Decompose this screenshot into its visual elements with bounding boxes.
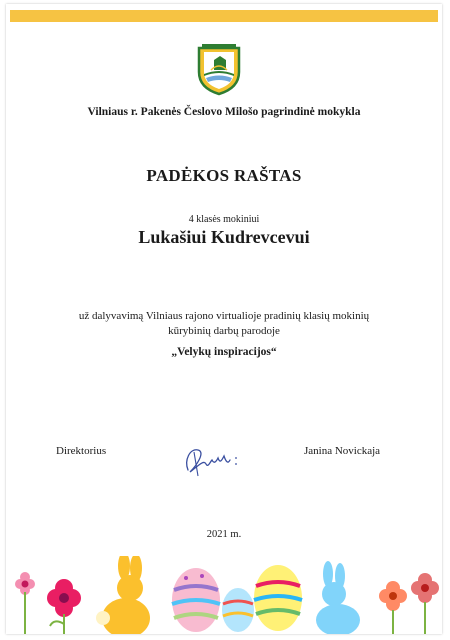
flower-right-red bbox=[411, 573, 439, 634]
flower-left-small bbox=[15, 572, 35, 634]
reason-line-2: kūrybinių darbų parodoje bbox=[168, 325, 280, 337]
recipient-name: Lukašiui Kudrevcevui bbox=[138, 227, 310, 247]
easter-decoration bbox=[6, 556, 442, 634]
reason-line-1: už dalyvavimą Vilniaus rajono virtualioje pradinių klasių mokinių bbox=[78, 310, 370, 322]
egg-pink bbox=[172, 568, 220, 632]
signer-name: Janina Novickaja bbox=[304, 445, 381, 457]
bunny-yellow bbox=[96, 556, 150, 634]
bunny-blue bbox=[316, 561, 360, 634]
handwritten-signature bbox=[176, 440, 242, 480]
flower-left-large bbox=[47, 579, 81, 634]
certificate-page bbox=[6, 4, 442, 634]
certificate-title: PADĖKOS RAŠTAS bbox=[146, 166, 302, 185]
signer-role: Direktorius bbox=[56, 445, 107, 457]
grade-line: 4 klasės mokiniui bbox=[188, 214, 260, 225]
reason-text bbox=[36, 309, 412, 339]
top-decorative-stripe bbox=[10, 10, 438, 22]
issue-year: 2021 m. bbox=[206, 529, 242, 540]
egg-yellow bbox=[254, 565, 302, 631]
egg-blue bbox=[222, 588, 254, 632]
school-crest-icon bbox=[194, 42, 244, 96]
flower-right-orange bbox=[379, 581, 407, 634]
school-name: Vilniaus r. Pakenės Česlovo Milošo pagrindinė mokykla bbox=[87, 106, 361, 118]
event-name: „Velykų inspiracijos“ bbox=[171, 346, 277, 358]
